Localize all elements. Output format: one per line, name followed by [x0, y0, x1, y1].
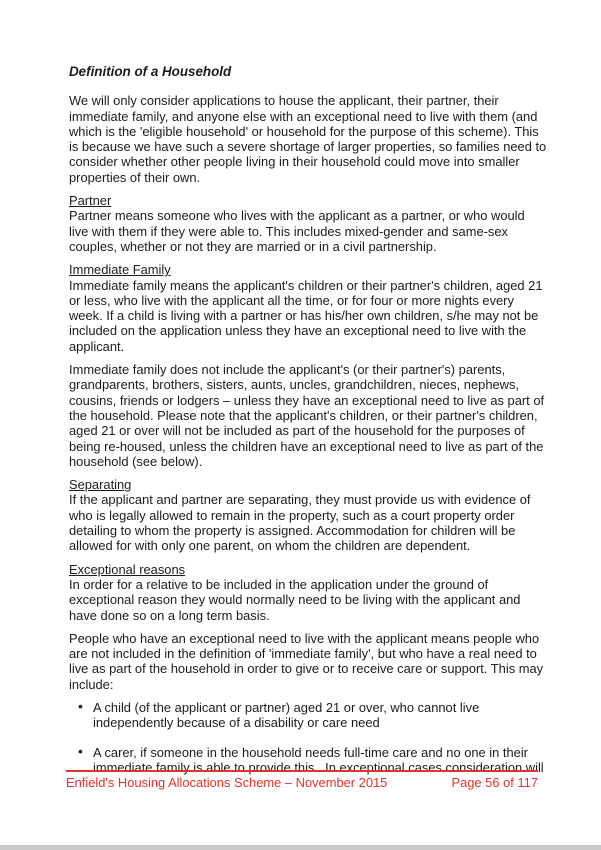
paragraph: If the applicant and partner are separating, they must provide us with evidence of who is legally allowed to remain in the property, such as a court property order detailing to whom the property is assigned. Accommodation for children will be allowed for with only one parent, on whom the children are dependent. — [69, 492, 531, 554]
paragraph: Immediate family does not include the applicant's (or their partner's) parents, grandparents, brothers, sisters, aunts, uncles, grandchildren, nieces, nephews, cousins, friends or lodgers – unless they have an exceptional need to live as part of the household. Please note that the applicant's children, or their partner's children, aged 21 or over will not be included as part of the household for the purposes of being re-housed, unless the children have an exceptional need to live as part of the household (see below). — [69, 362, 545, 469]
paragraph: In order for a relative to be included in the application under the ground of exceptional reason they would normally need to be living with the applicant and have done so on a long term basis. — [69, 576, 521, 623]
intro-paragraph: We will only consider applications to house the applicant, their partner, their immediate family, and anyone else with an exceptional need to live with them (and which is the 'eligible household' or household for the purpose of this scheme). This is because we have such a severe shortage of larger properties, so families need to consider whether other people living in their household could move into smaller properties of their own. — [69, 93, 547, 185]
section-heading-immediate-family: Immediate Family — [69, 262, 171, 278]
section-heading-partner: Partner — [69, 193, 112, 209]
bullet-item: • A carer, if someone in the household needs full-time care and no one in their immediate family is able to provide this. In exceptional cases consideration will — [69, 745, 547, 776]
paragraph: People who have an exceptional need to live with the applicant means people who are not included in the definition of 'immediate family', but who have a real need to live as part of the household in order to give or to receive care or support. This may include: — [69, 630, 544, 692]
page-footer — [66, 770, 538, 790]
section-heading-exceptional-reasons: Exceptional reasons — [69, 561, 186, 577]
section-separating — [69, 477, 547, 553]
page-content — [69, 64, 547, 789]
section-exceptional-reasons — [69, 562, 547, 776]
footer-page-number: Page 56 of 117 — [451, 775, 538, 790]
paragraph: Immediate family means the applicant's children or their partner's children, aged 21 or less, who live with the applicant all the time, or for four or more nights every week. If a child is living with a partner or has his/her own children, s/he may not be included on the application unless they have an exceptional need to live with the applicant. — [69, 277, 543, 354]
page-bottom-edge — [0, 845, 601, 850]
footer-document-name: Enfield's Housing Allocations Scheme – November 2015 — [66, 775, 388, 790]
page-title: Definition of a Household — [69, 64, 232, 79]
section-immediate-family — [69, 262, 547, 469]
section-partner — [69, 193, 547, 254]
paragraph: Partner means someone who lives with the applicant as a partner, or who would live with them if they were able to. This includes mixed-gender and same-sex couples, whether or not they are married or in a civil partnership. — [69, 208, 525, 254]
bullet-item: • A child (of the applicant or partner) aged 21 or over, who cannot live independently because of a disability or care need — [69, 700, 547, 731]
bullet-list — [69, 700, 547, 775]
section-heading-separating: Separating — [69, 477, 132, 493]
